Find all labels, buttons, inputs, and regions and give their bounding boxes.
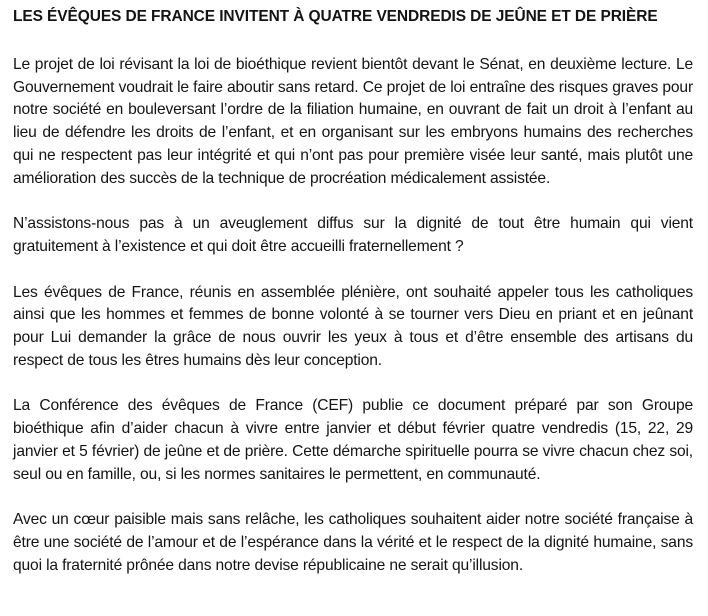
document-title: LES ÉVÊQUES DE FRANCE INVITENT À QUATRE VENDREDIS DE JEÛNE ET DE PRIÈRE — [13, 8, 658, 25]
document-page — [13, 6, 693, 577]
paragraph-closing-hope: Avec un cœur paisible mais sans relâche, les catholiques souhaitent aider notre société française à être une société de l’amour et de l’espérance dans la vérité et le respect de la dignité humaine, sans quoi la fraternité prônée dans notre devise républicaine ne serait qu’illusion. — [13, 511, 693, 574]
paragraph-bishops-appeal: Les évêques de France, réunis en assemblée plénière, ont souhaité appeler tous les catholiques ainsi que les hommes et femmes de bonne volonté à se tourner vers Dieu en priant et en jeûnant pour Lui demander la grâce de nous ouvrir les yeux à tous et d’être ensemble des artisans du respect de tous les êtres humains dès leur conception. — [13, 283, 693, 369]
paragraph-bioethics-bill: Le projet de loi révisant la loi de bioéthique revient bientôt devant le Sénat, en deuxième lecture. Le Gouvernement voudrait le faire aboutir sans retard. Ce projet de loi entraîne des risques graves pour notre société en bouleversant l’ordre de la filiation humaine, en ouvrant de fait un droit à l’enfant au lieu de défendre les droits de l’enfant, et en organisant sur les embryons humains des recherches qui ne respectent pas leur intégrité et qui n’ont pas pour première visée leur santé, mais plutôt une amélioration des succès de la technique de procréation médicalement assistée. — [13, 56, 693, 187]
paragraph-cef-fasting-fridays: La Conférence des évêques de France (CEF) publie ce document préparé par son Groupe bioéthique afin d’aider chacun à vivre entre janvier et début février quatre vendredis (15, 22, 29 janvier et 5 février) de jeûne et de prière. Cette démarche spirituelle pourra se vivre chacun chez soi, seul ou en famille, ou, si les normes sanitaires le permettent, en communauté. — [13, 397, 693, 483]
paragraph-human-dignity-question: N’assistons-nous pas à un aveuglement diffus sur la dignité de tout être humain qui vient gratuitement à l’existence et qui doit être accueilli fraternellement ? — [13, 215, 693, 255]
